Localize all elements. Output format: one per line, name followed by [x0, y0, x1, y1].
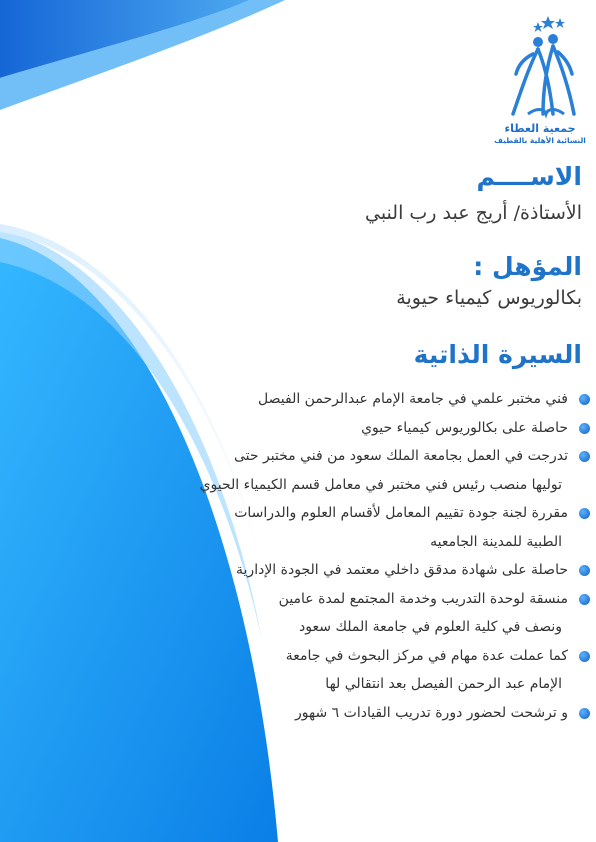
cv-item: مقررة لجنة جودة تقييم المعامل لأقسام العلوم والدراسات — [122, 499, 582, 528]
cv-item: و ترشحت لحضور دورة تدريب القيادات ٦ شهور — [122, 699, 582, 728]
cv-item: حاصلة على بكالوريوس كيمياء حيوي — [122, 414, 582, 443]
cv-item: حاصلة على شهادة مدقق داخلي معتمد في الجودة الإدارية — [122, 556, 582, 585]
name-value: الأستاذة/ أريج عبد رب النبي — [364, 202, 582, 224]
bullet-dot-icon — [579, 565, 590, 576]
bullet-dot-icon — [579, 594, 590, 605]
name-heading: الاســــم — [476, 162, 582, 191]
cv-item-continuation: الإمام عبد الرحمن الفيصل بعد انتقالي لها — [325, 676, 562, 692]
org-name: جمعية العطاء — [504, 122, 576, 135]
bullet-dot-icon — [579, 423, 590, 434]
bullet-dot-icon — [579, 651, 590, 662]
cv-item: فني مختبر علمي في جامعة الإمام عبدالرحمن الفيصل — [122, 385, 582, 414]
cv-item-continuation: توليها منصب رئيس فني مختبر في معامل قسم الكيمياء الحيوي — [199, 476, 562, 493]
cv-item-continuation: الطبية للمدينة الجامعيه — [430, 533, 562, 550]
bullet-dot-icon — [579, 451, 590, 462]
qualification-value: بكالوريوس كيمياء حيوية — [396, 287, 582, 309]
cv-item: تدرجت في العمل بجامعة الملك سعود من فني مختبر حتى — [122, 442, 582, 471]
bullet-dot-icon — [579, 708, 590, 719]
top-wave-dark — [0, 0, 250, 78]
org-subtitle: النسائية الأهلية بالقطيف — [494, 136, 586, 145]
bullet-dot-icon — [579, 508, 590, 519]
org-logo — [492, 14, 588, 154]
cv-heading: السيرة الذاتية — [413, 340, 582, 369]
cv-item: منسقة لوحدة التدريب وخدمة المجتمع لمدة عامين — [122, 585, 582, 614]
cv-list — [122, 385, 582, 727]
bullet-dot-icon — [579, 394, 590, 405]
qualification-heading: المؤهل : — [473, 252, 582, 281]
cv-item: كما عملت عدة مهام في مركز البحوث في جامعة — [122, 642, 582, 671]
cv-item-continuation: ونصف في كلية العلوم في جامعة الملك سعود — [299, 619, 562, 635]
stars-people-book-logo-icon — [498, 14, 582, 122]
